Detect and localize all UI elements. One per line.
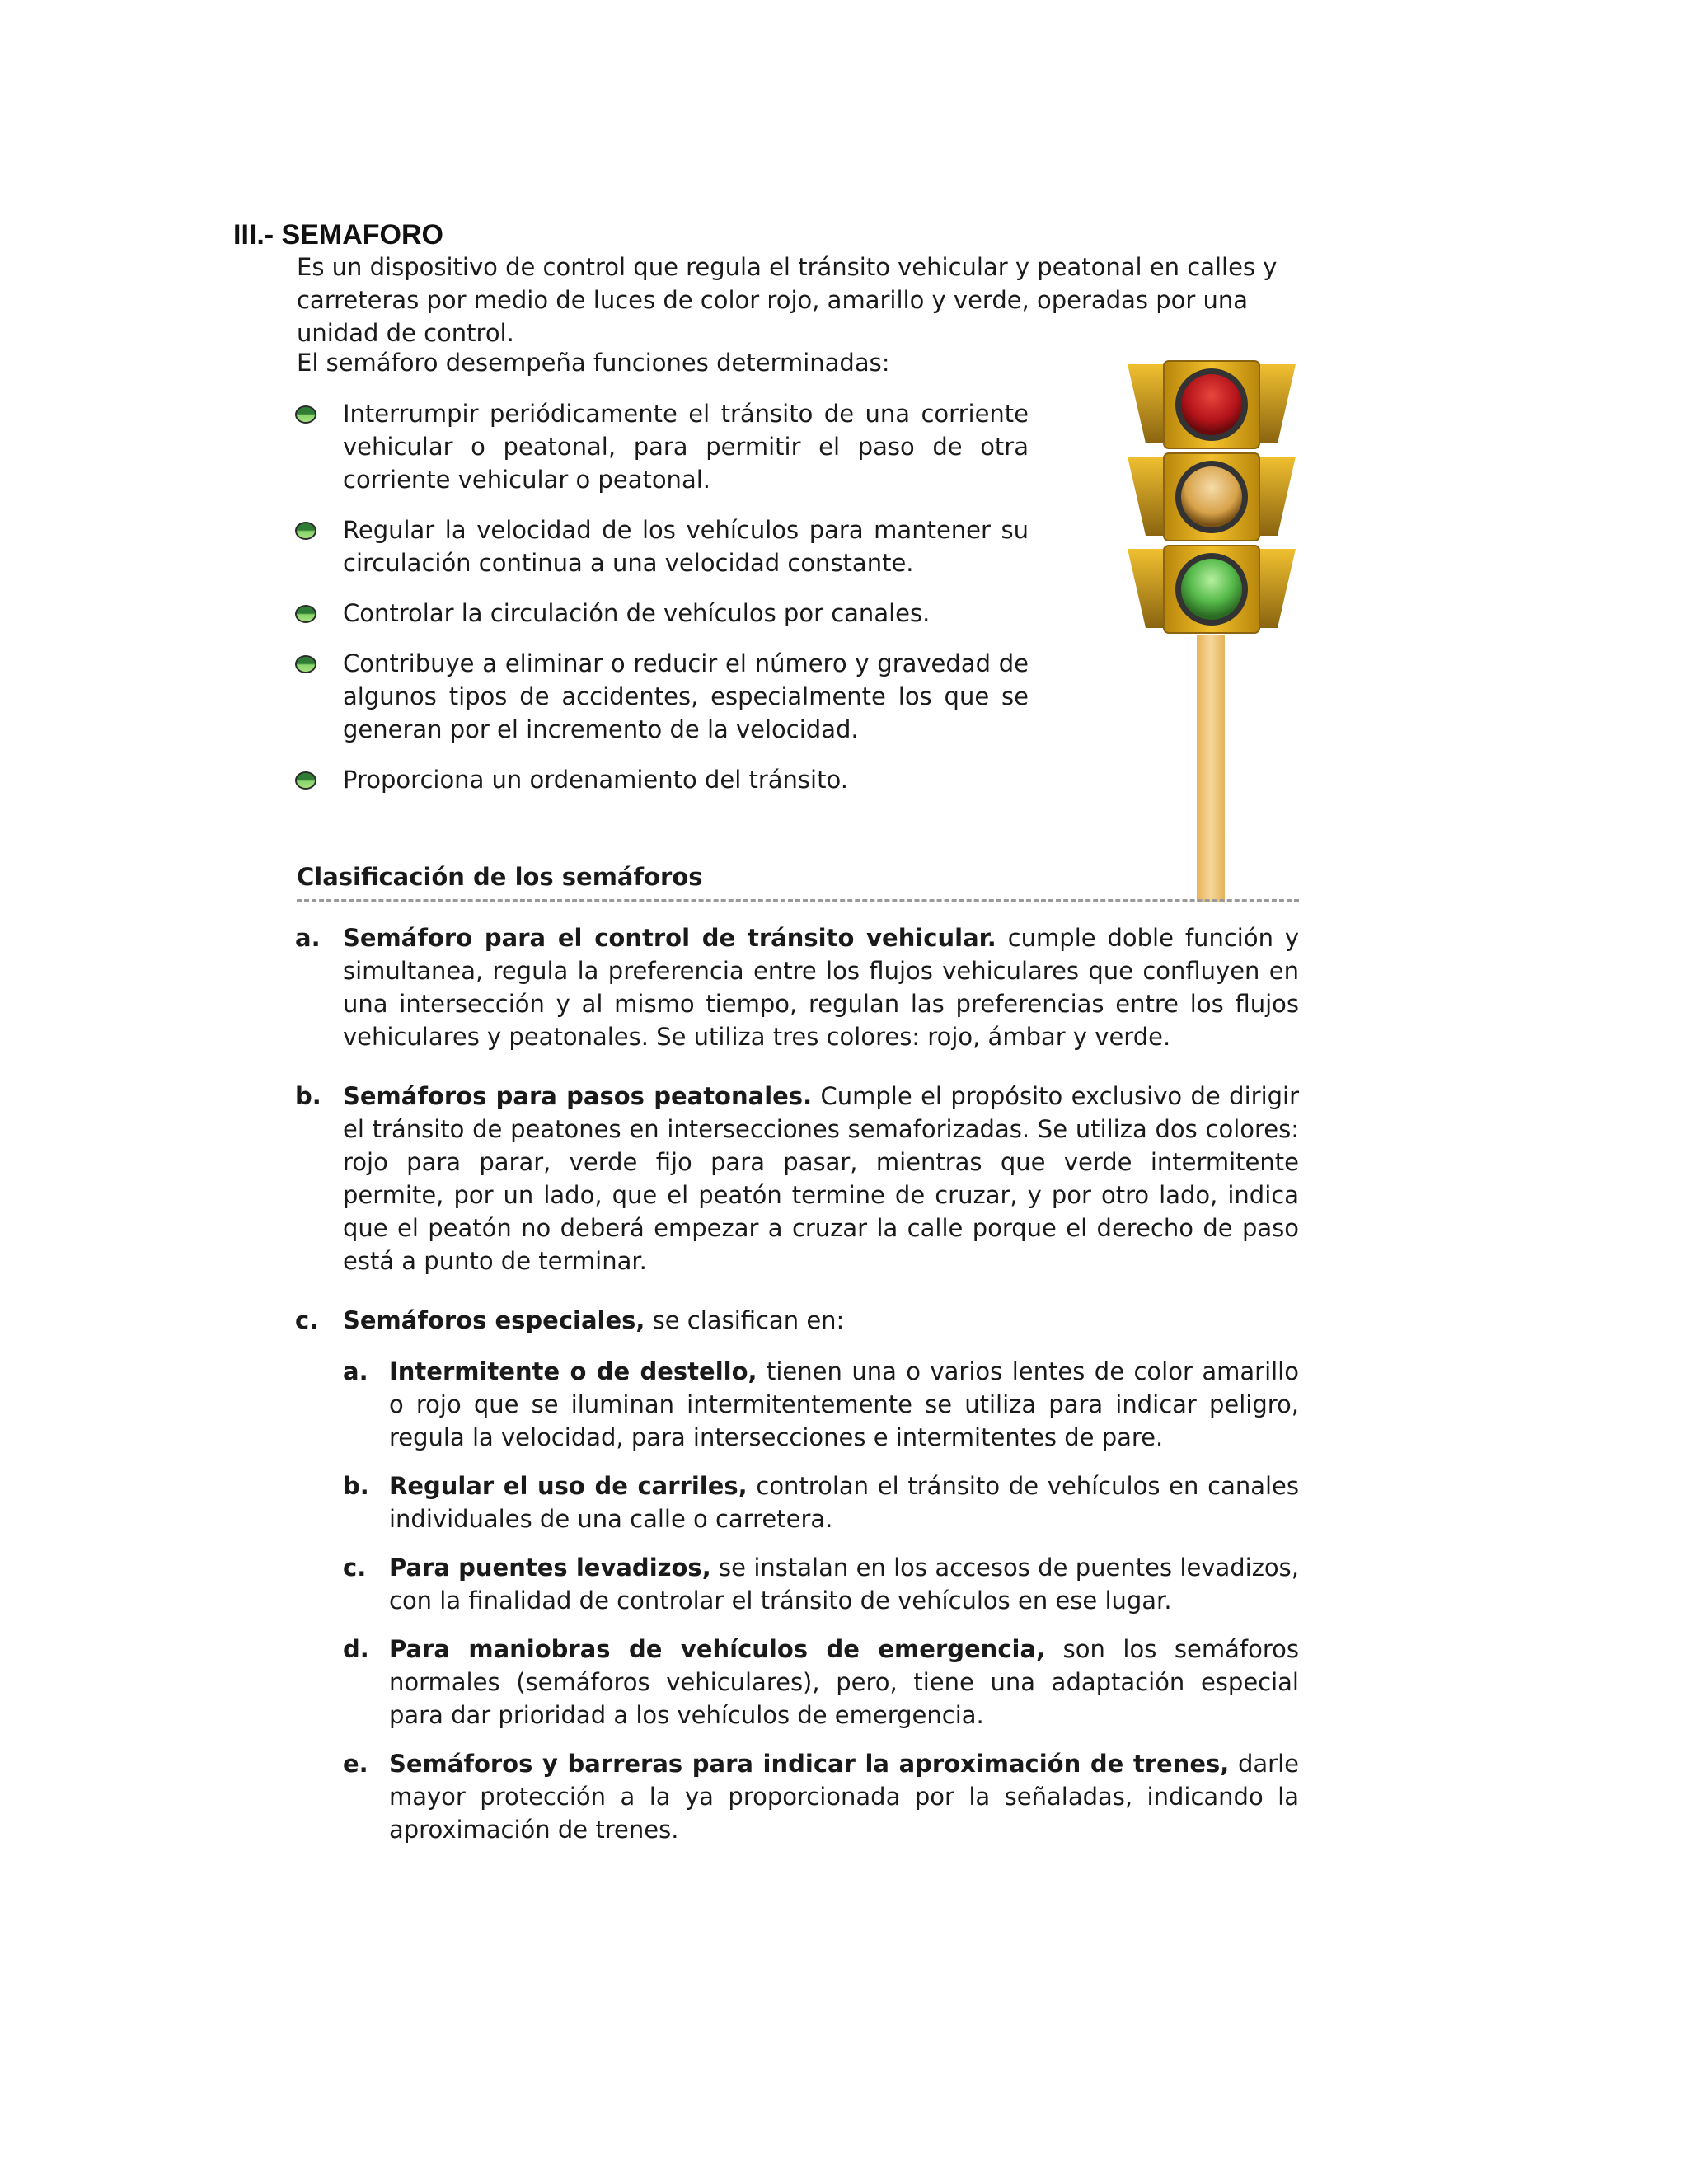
item-marker: c. <box>343 1554 367 1582</box>
functions-lead: El semáforo desempeña funciones determinadas: <box>297 349 890 377</box>
functions-list <box>295 397 1029 813</box>
list-item <box>343 1355 1299 1454</box>
classification-list <box>295 921 1299 1872</box>
item-marker: a. <box>295 924 321 952</box>
list-item <box>295 513 1029 579</box>
function-text: Proporciona un ordenamiento del tránsito. <box>343 766 848 794</box>
item-title: Semáforo para el control de tránsito vehicular. <box>343 924 996 952</box>
function-text: Controlar la circulación de vehículos por canales. <box>343 599 931 627</box>
classification-heading: Clasificación de los semáforos <box>297 863 703 891</box>
function-text: Interrumpir periódicamente el tránsito de una corriente vehicular o peatonal, para permitir el paso de otra corriente vehicular o peatonal. <box>343 400 1029 494</box>
special-list <box>343 1355 1299 1846</box>
item-marker: b. <box>343 1472 369 1500</box>
item-title: Semáforos y barreras para indicar la aproximación de trenes, <box>389 1750 1230 1778</box>
item-text: controlan el tránsito de vehículos en canales individuales de una calle o carretera. <box>389 1472 1299 1533</box>
list-item <box>343 1633 1299 1732</box>
lamp-green <box>1128 546 1296 633</box>
item-marker: a. <box>343 1357 368 1385</box>
list-item <box>343 1551 1299 1617</box>
list-item <box>295 921 1299 1053</box>
list-item <box>295 597 1029 630</box>
pole <box>1197 635 1225 902</box>
function-text: Contribuye a eliminar o reducir el número y gravedad de algunos tipos de accidentes, especialmente los que se generan por el incremento de la velocidad. <box>343 649 1029 743</box>
item-marker: c. <box>295 1306 319 1334</box>
item-title: Para puentes levadizos, <box>389 1554 711 1582</box>
list-item <box>295 763 1029 796</box>
item-text: tienen una o varios lentes de color amarillo o rojo que se iluminan intermitentemente se utiliza para indicar peligro, regula la velocidad, para intersecciones e intermitentes de pare. <box>389 1357 1299 1451</box>
dashed-divider <box>297 899 1299 902</box>
list-item <box>295 647 1029 746</box>
green-bullet-icon <box>295 771 316 790</box>
item-marker: e. <box>343 1750 368 1778</box>
item-title: Regular el uso de carriles, <box>389 1472 748 1500</box>
section-title: III.- SEMAFORO <box>233 219 443 251</box>
item-text: Cumple el propósito exclusivo de dirigir el tránsito de peatones en intersecciones semaforizadas. Se utiliza dos colores: rojo para parar, verde fijo para pasar, mientras que verde intermitente permite, por un lado, que el peatón termine de cruzar, y por otro lado, indica que el peatón no deberá empezar a cruzar la calle porque el derecho de paso está a punto de terminar. <box>343 1082 1300 1275</box>
item-marker: d. <box>343 1635 369 1663</box>
green-bullet-icon <box>295 522 316 540</box>
item-marker: b. <box>295 1082 321 1110</box>
item-text: darle mayor protección a la ya proporcionada por la señaladas, indicando la aproximación de trenes. <box>389 1750 1299 1844</box>
green-bullet-icon <box>295 605 316 623</box>
item-title: Semáforos especiales, <box>343 1306 645 1334</box>
item-title: Para maniobras de vehículos de emergencia, <box>389 1635 1046 1663</box>
function-text: Regular la velocidad de los vehículos para mantener su circulación continua a una velocidad constante. <box>343 516 1029 577</box>
list-item <box>295 1304 1299 1846</box>
item-text: cumple doble función y simultanea, regula la preferencia entre los flujos vehiculares que confluyen en una intersección y al mismo tiempo, regulan las preferencias entre los flujos vehiculares y peatonales. Se utiliza tres colores: rojo, ámbar y verde. <box>343 924 1300 1051</box>
item-title: Semáforos para pasos peatonales. <box>343 1082 813 1110</box>
lamp-red <box>1128 361 1296 448</box>
traffic-light-illustration <box>1121 354 1302 902</box>
green-bullet-icon <box>295 655 316 673</box>
item-text: son los semáforos normales (semáforos vehiculares), pero, tiene una adaptación especial para dar prioridad a los vehículos de emergencia. <box>389 1635 1299 1729</box>
item-text: se clasifican en: <box>645 1306 845 1334</box>
list-item <box>343 1747 1299 1846</box>
intro-paragraph: Es un dispositivo de control que regula el tránsito vehicular y peatonal en calles y carreteras por medio de luces de color rojo, amarillo y verde, operadas por una unidad de control. <box>297 253 1278 347</box>
list-item <box>343 1469 1299 1535</box>
green-bullet-icon <box>295 405 316 424</box>
list-item <box>295 1080 1299 1277</box>
item-title: Intermitente o de destello, <box>389 1357 757 1385</box>
list-item <box>295 397 1029 496</box>
lamp-amber <box>1128 453 1296 541</box>
item-text: se instalan en los accesos de puentes levadizos, con la finalidad de controlar el tránsito de vehículos en ese lugar. <box>389 1554 1299 1615</box>
